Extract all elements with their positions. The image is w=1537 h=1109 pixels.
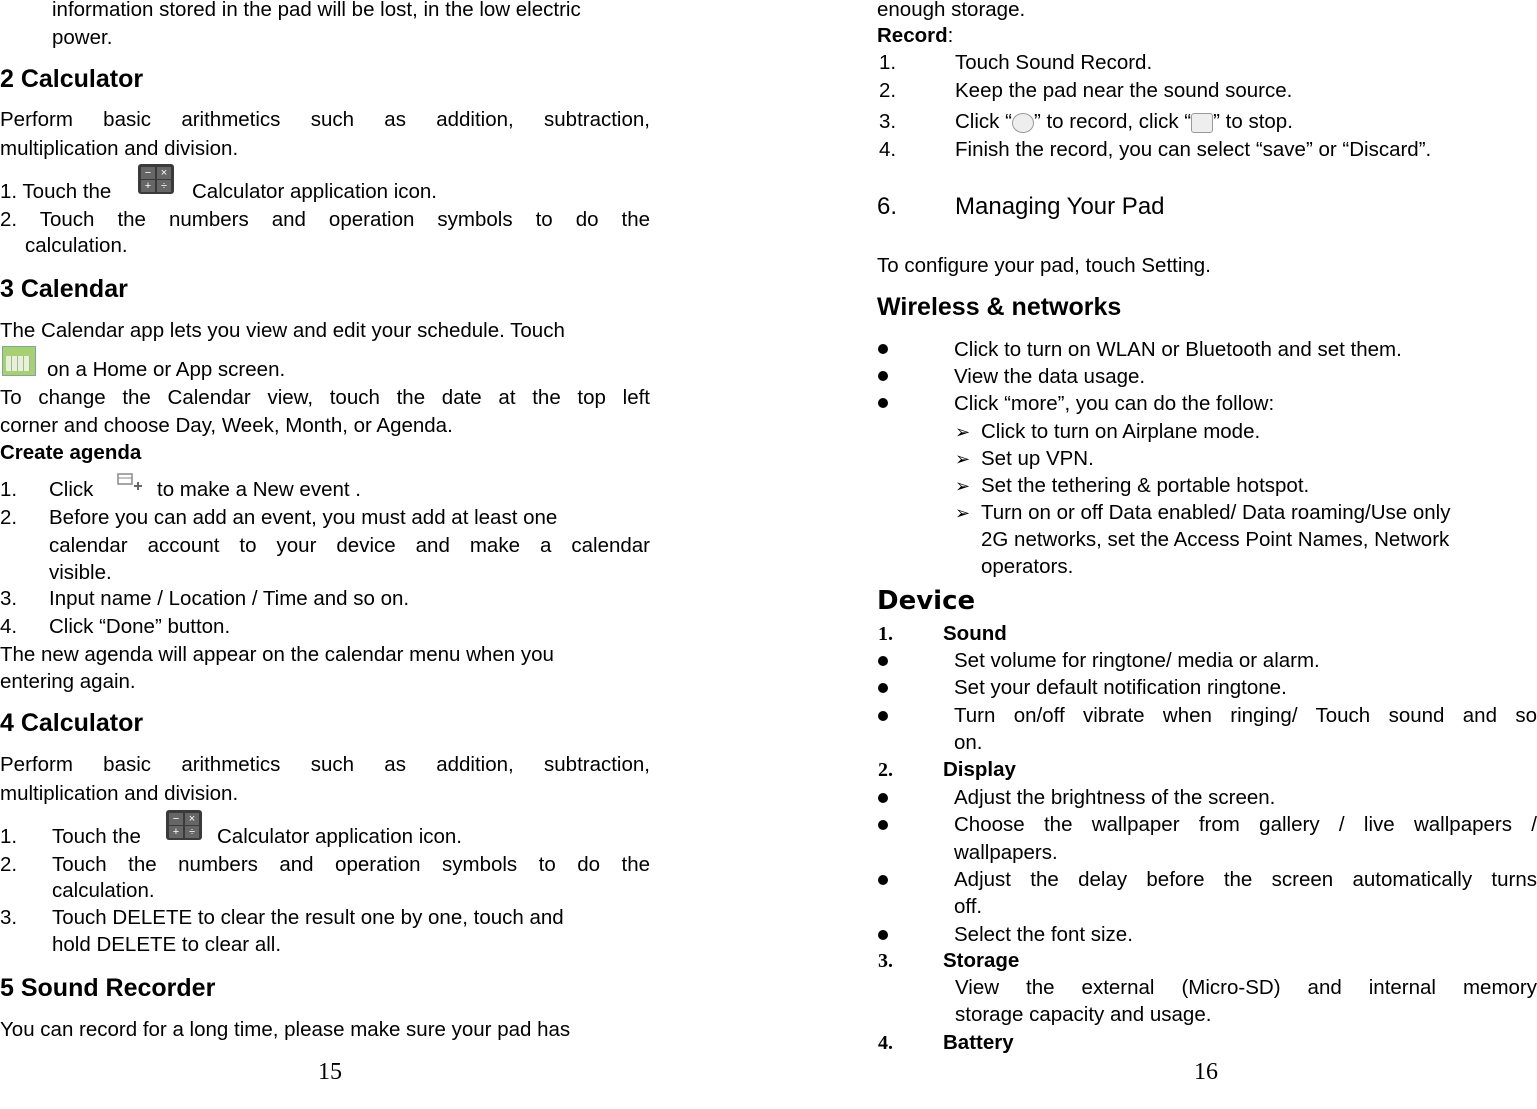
stop-icon (1191, 113, 1213, 133)
section-heading-device: Device (877, 586, 976, 616)
text-line: Perform basic arithmetics such as addition, subtraction, (0, 753, 650, 776)
text-line: off. (954, 895, 983, 918)
list-number: 2. (879, 79, 897, 102)
bullet (878, 656, 888, 666)
text-line: calculation. (52, 879, 155, 902)
text-line: The new agenda will appear on the calendar menu when you (0, 643, 554, 666)
section-heading-wireless: Wireless & networks (877, 293, 1122, 321)
calculator-icon: − × + ÷ (166, 810, 202, 840)
text-line: Click to turn on Airplane mode. (981, 420, 1261, 443)
section-heading-sound-recorder: 5 Sound Recorder (0, 974, 216, 1002)
arrow-icon: ➢ (955, 476, 971, 496)
text-line: entering again. (0, 670, 136, 693)
text-line: Choose the wallpaper from gallery / live wallpapers / (954, 813, 1537, 836)
text-line: multiplication and division. (0, 137, 239, 160)
list-number: 1. (878, 623, 893, 645)
list-number: 2. (878, 759, 893, 781)
text-line: Adjust the delay before the screen automatically turns (954, 868, 1537, 891)
text-line: Click to turn on WLAN or Bluetooth and set them. (954, 338, 1402, 361)
subheading-display: Display (943, 758, 1016, 781)
text-line: Input name / Location / Time and so on. (49, 587, 410, 610)
record-icon (1012, 113, 1034, 133)
list-number: 4. (878, 1032, 893, 1054)
text-line: Keep the pad near the sound source. (955, 79, 1293, 102)
text-line: on. (954, 731, 983, 754)
text-line: Calculator application icon. (192, 180, 437, 203)
arrow-icon: ➢ (955, 422, 971, 442)
text-line: Click (49, 478, 94, 501)
list-number: 2. (0, 506, 18, 529)
page-number-right: 16 (1194, 1059, 1218, 1085)
list-number: 3. (0, 587, 18, 610)
text-line: Touch the (52, 825, 141, 848)
bullet (878, 930, 888, 940)
text-line: Set your default notification ringtone. (954, 676, 1287, 699)
text-line: storage capacity and usage. (955, 1003, 1212, 1026)
bullet (878, 371, 888, 381)
arrow-icon: ➢ (955, 503, 971, 523)
text-line: Turn on/off vibrate when ringing/ Touch sound and so (954, 704, 1537, 727)
record-step-3: Click “ ” to record, click “ ” to stop. (955, 110, 1293, 133)
text-line: You can record for a long time, please make sure your pad has (0, 1018, 571, 1041)
text-line: Before you can add an event, you must add at least one (49, 506, 558, 529)
text-line: information stored in the pad will be lost, in the low electric (52, 0, 581, 21)
section-heading-calculator-2: 2 Calculator (0, 65, 144, 93)
text-line: Set up VPN. (981, 447, 1094, 470)
text-line: on a Home or App screen. (47, 358, 286, 381)
arrow-icon: ➢ (955, 449, 971, 469)
record-label: Record: (877, 24, 954, 47)
text-line: To configure your pad, touch Setting. (877, 254, 1211, 277)
text-line: Adjust the brightness of the screen. (954, 786, 1276, 809)
section-heading-calendar: 3 Calendar (0, 275, 128, 303)
text-line: wallpapers. (954, 841, 1058, 864)
text-line: Calculator application icon. (217, 825, 462, 848)
step-2: 2. Touch the numbers and operation symbols to do the (0, 208, 650, 231)
text-line: To change the Calendar view, touch the date at the top left (0, 386, 650, 409)
text-line: Click “Done” button. (49, 615, 231, 638)
text-line: View the external (Micro-SD) and internal memory (955, 976, 1537, 999)
text-line: corner and choose Day, Week, Month, or Agenda. (0, 414, 453, 437)
bullet (878, 683, 888, 693)
calculator-icon: − × + ÷ (138, 164, 174, 194)
text-line: calculation. (25, 234, 128, 257)
text-line: visible. (49, 561, 112, 584)
step-1: 1. Touch the (0, 180, 112, 203)
text-line: 2G networks, set the Access Point Names, Network (981, 528, 1450, 551)
list-number: 3. (878, 950, 893, 972)
list-number: 1. (0, 478, 18, 501)
text-line: Touch DELETE to clear the result one by one, touch and (52, 906, 564, 929)
bullet (878, 711, 888, 721)
calendar-icon (2, 346, 36, 376)
text-line: Select the font size. (954, 923, 1133, 946)
section-heading-calculator-4: 4 Calculator (0, 709, 144, 737)
subheading-storage: Storage (943, 949, 1020, 972)
list-number: 4. (0, 615, 18, 638)
text-line: power. (52, 26, 113, 49)
bullet (878, 820, 888, 830)
text-line: Touch Sound Record. (955, 51, 1153, 74)
page-number-left: 15 (318, 1059, 342, 1085)
text-line: enough storage. (877, 0, 1026, 21)
list-number: 3. (0, 906, 18, 929)
text-line: hold DELETE to clear all. (52, 933, 282, 956)
new-event-icon (116, 470, 144, 492)
text-line: The Calendar app lets you view and edit your schedule. Touch (0, 319, 565, 342)
list-number: 3. (879, 110, 897, 133)
text-line: Perform basic arithmetics such as addition, subtraction, (0, 108, 650, 131)
subheading-sound: Sound (943, 622, 1007, 645)
text-line: calendar account to your device and make a calendar (49, 534, 650, 557)
bullet (878, 793, 888, 803)
text-line: Turn on or off Data enabled/ Data roaming/Use only (981, 501, 1451, 524)
text-line: multiplication and division. (0, 782, 239, 805)
list-number: 4. (879, 138, 897, 161)
text-line: operators. (981, 555, 1074, 578)
section-number: 6. (877, 193, 898, 220)
list-number: 1. (0, 825, 18, 848)
list-number: 1. (879, 51, 897, 74)
bullet (878, 344, 888, 354)
bullet (878, 398, 888, 408)
text-line: Set the tethering & portable hotspot. (981, 474, 1310, 497)
subheading-create-agenda: Create agenda (0, 441, 142, 464)
text-line: View the data usage. (954, 365, 1146, 388)
text-line: Set volume for ringtone/ media or alarm. (954, 649, 1320, 672)
text-line: Click “more”, you can do the follow: (954, 392, 1275, 415)
subheading-battery: Battery (943, 1031, 1014, 1054)
text-line: to make a New event . (157, 478, 361, 501)
text-line: Finish the record, you can select “save” or “Discard”. (955, 138, 1432, 161)
bullet (878, 875, 888, 885)
section-heading-managing-pad: Managing Your Pad (955, 193, 1165, 220)
text-line: Touch the numbers and operation symbols to do the (52, 853, 650, 876)
list-number: 2. (0, 853, 18, 876)
